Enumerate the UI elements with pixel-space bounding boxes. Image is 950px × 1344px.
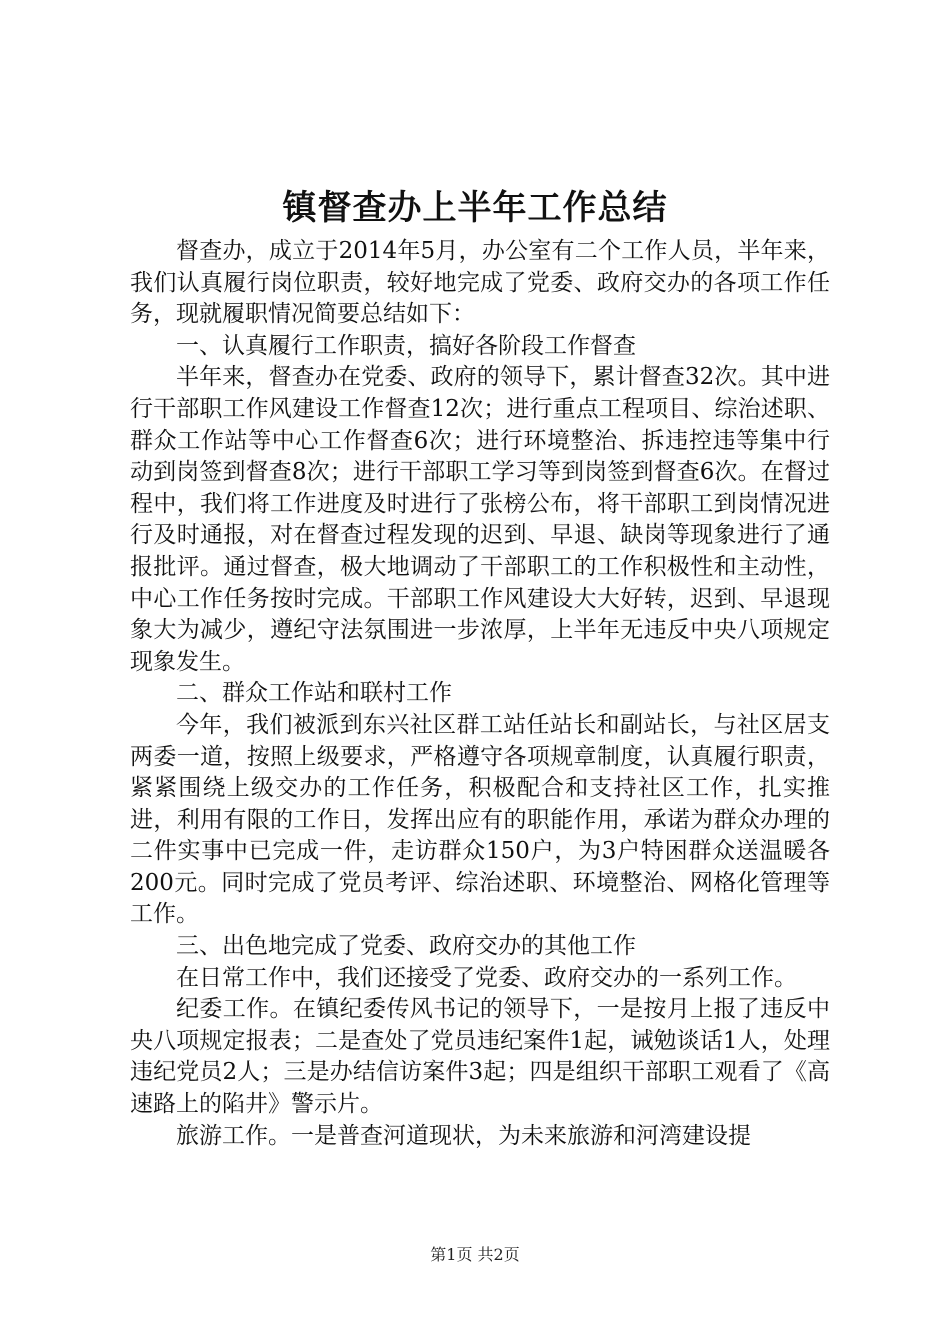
paragraph-discipline-work: 纪委工作。在镇纪委传风书记的领导下，一是按月上报了违反中央八项规定报表；二是查处了党员违纪案件1起，诫勉谈话1人，处理违纪党员2人；三是办结信访案件3起；四是组织干部职工观看了《高速路上的陷井》警示片。 (130, 996, 830, 1118)
section-heading-1: 一、认真履行工作职责，搞好各阶段工作督查 (176, 332, 636, 359)
document-body (130, 236, 830, 1152)
paragraph-intro: 督查办，成立于2014年5月，办公室有二个工作人员，半年来，我们认真履行岗位职责，较好地完成了党委、政府交办的各项工作任务，现就履职情况简要总结如下： (130, 238, 830, 328)
paragraph-other-work: 在日常工作中，我们还接受了党委、政府交办的一系列工作。 (176, 964, 797, 991)
section-heading-3: 三、出色地完成了党委、政府交办的其他工作 (176, 933, 636, 960)
paragraph-inspection: 半年来，督查办在党委、政府的领导下，累计督查32次。其中进行干部职工作风建设工作督查12次；进行重点工程项目、综治述职、群众工作站等中心工作督查6次；进行环境整治、拆违控违等集中行动到岗签到督查8次；进行干部职工学习等到岗签到督查6次。在督过程中，我们将工作进度及时进行了张榜公布，将干部职工到岗情况进行及时通报，对在督查过程发现的迟到、早退、缺岗等现象进行了通报批评。通过督查，极大地调动了干部职工的工作积极性和主动性，中心工作任务按时完成。干部职工作风建设大大好转，迟到、早退现象大为减少，遵纪守法氛围进一步浓厚，上半年无违反中央八项规定现象发生。 (130, 364, 830, 675)
paragraph-community-work: 今年，我们被派到东兴社区群工站任站长和副站长，与社区居支两委一道，按照上级要求，严格遵守各项规章制度，认真履行职责，紧紧围绕上级交办的工作任务，积极配合和支持社区工作，扎实推进，利用有限的工作日，发挥出应有的职能作用，承诺为群众办理的二件实事中已完成一件，走访群众150户，为3户特困群众送温暖各200元。同时完成了党员考评、综治述职、环境整治、网格化管理等工作。 (130, 711, 830, 928)
paragraph-tourism-work: 旅游工作。一是普查河道现状，为未来旅游和河湾建设提 (176, 1122, 751, 1149)
document-title: 镇督查办上半年工作总结 (282, 188, 668, 228)
page-number-footer: 第1页 共2页 (430, 1245, 520, 1264)
section-heading-2: 二、群众工作站和联村工作 (176, 680, 452, 707)
